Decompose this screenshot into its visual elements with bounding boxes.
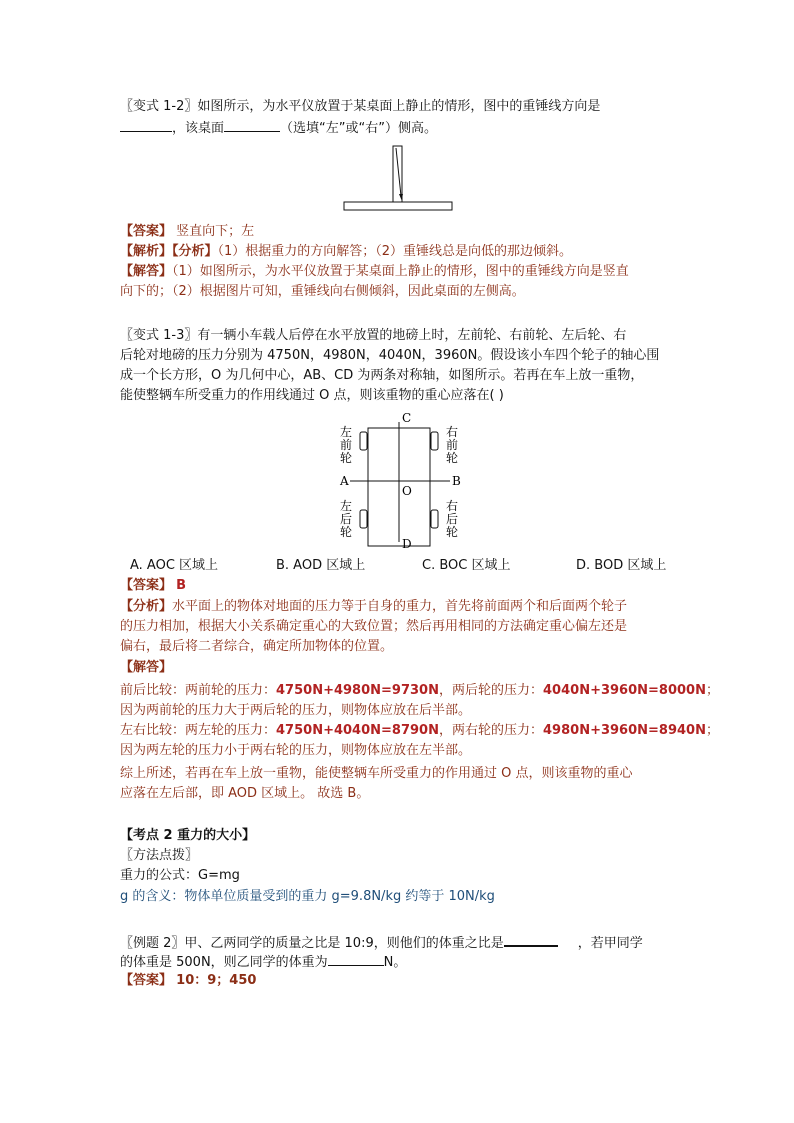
analysis-2-line3: 偏右，最后将二者综合，确定所加物体的位置。 (120, 639, 394, 654)
solution-2-label: 【解答】 (120, 660, 173, 675)
analysis-1: 【解析】【分析】（1）根据重力的方向解答；（2）重锤线总是向低的那边倾斜。 (120, 244, 573, 259)
wheel-right-rear (431, 510, 438, 528)
q2-line3: 成一个长方形，O 为几何中心，AB、CD 为两条对称轴，如图所示。若再在车上放一重物， (120, 368, 644, 383)
answer-blank (504, 931, 558, 947)
option-b: B. AOD 区域上 (276, 558, 366, 573)
solution-2-line2: 因为两前轮的压力大于两后轮的压力，则物体应放在后半部。 (120, 703, 472, 718)
answer-blank (328, 951, 384, 966)
solution-2-line3: 左右比较：两左轮的压力：4750N+4040N=8790N，两右轮的压力：4980N+3960N=8940N； (120, 723, 720, 738)
option-a: A. AOC 区域上 (130, 558, 219, 573)
label-c: C (402, 411, 412, 425)
q3-line2: 的体重是 500N，则乙同学的体重为 N。 (120, 951, 406, 973)
solution-2-line5: 综上所述，若再在车上放一重物，能使整辆车所受重力的作用通过 O 点，则该重物的重心 (120, 766, 633, 781)
label-b: B (452, 474, 461, 488)
answer-3: 【答案】 10：9；450 (120, 973, 257, 988)
q3-line1: 〖例题 2〗甲、乙两同学的质量之比是 10:9，则他们的体重之比是 ，若甲同学 (120, 931, 643, 954)
label-right-rear-1: 右 (446, 499, 459, 513)
q2-line1: 〖变式 1-3〗有一辆小车载人后停在水平放置的地磅上时，左前轮、右前轮、左后轮、右 (120, 328, 627, 343)
answer-blank (120, 117, 172, 132)
solution-1-line2: 向下的；（2）根据图片可知，重锤线向右侧倾斜，因此桌面的左侧高。 (120, 284, 525, 299)
label-right-front-1: 右 (446, 425, 459, 439)
label-left-rear-2: 后 (340, 512, 353, 526)
analysis-2-line1: 【分析】水平面上的物体对地面的压力等于自身的重力，首先将前面两个和后面两个轮子 (120, 599, 628, 614)
label-left-front-1: 左 (340, 425, 353, 439)
wheel-right-front (431, 432, 438, 450)
label-right-front-2: 前 (446, 438, 459, 452)
label-o: O (402, 484, 412, 498)
q1-line1: 〖变式 1-2〗如图所示，为水平仪放置于某桌面上静止的情形，图中的重锤线方向是 (120, 99, 601, 114)
gravity-formula: 重力的公式：G=mg (120, 868, 240, 883)
label-d: D (402, 537, 412, 551)
q2-line2: 后轮对地磅的压力分别为 4750N，4980N，4040N，3960N。假设该小车四个轮子的轴心围 (120, 348, 660, 363)
solution-2-line1: 前后比较：两前轮的压力：4750N+4980N=9730N，两后轮的压力：4040N+3960N=8000N； (120, 683, 720, 698)
method-heading: 〖方法点拨〗 (120, 848, 199, 863)
solution-2-line6: 应落在左后部，即 AOD 区域上。 故选 B。 (120, 786, 370, 801)
answer-blank (224, 117, 280, 132)
wheel-left-rear (360, 510, 367, 528)
wheel-left-front (360, 432, 367, 450)
level-figure (340, 140, 460, 215)
solution-2-line4: 因为两左轮的压力小于两右轮的压力，则物体应放在左半部。 (120, 743, 472, 758)
label-left-front-2: 前 (340, 438, 353, 452)
q2-line4: 能使整辆车所受重力的作用线通过 O 点，则该重物的重心应落在( ) (120, 388, 504, 403)
label-left-rear-1: 左 (340, 499, 353, 513)
q1-line2: ，该桌面 （选填“左”或“右”）侧高。 (120, 117, 437, 139)
table-base (344, 202, 452, 210)
label-left-front-3: 轮 (340, 451, 353, 465)
label-right-rear-2: 后 (446, 512, 459, 526)
label-right-front-3: 轮 (446, 451, 459, 465)
label-right-rear-3: 轮 (446, 525, 459, 539)
analysis-2-line2: 的压力相加，根据大小关系确定重心的大致位置；然后再用相同的方法确定重心偏左还是 (120, 619, 628, 634)
section-title: 【考点 2 重力的大小】 (120, 828, 256, 843)
g-meaning: g 的含义：物体单位质量受到的重力 g=9.8N/kg 约等于 10N/kg (120, 889, 495, 904)
label-a: A (340, 474, 349, 488)
answer-1: 【答案】 竖直向下；左 (120, 224, 255, 239)
option-c: C. BOC 区域上 (422, 558, 511, 573)
option-d: D. BOD 区域上 (576, 558, 667, 573)
solution-1-line1: 【解答】（1）如图所示，为水平仪放置于某桌面上静止的情形，图中的重锤线方向是竖直 (120, 264, 629, 279)
car-figure (326, 408, 476, 552)
answer-2: 【答案】 B (120, 578, 187, 593)
label-left-rear-3: 轮 (340, 525, 353, 539)
